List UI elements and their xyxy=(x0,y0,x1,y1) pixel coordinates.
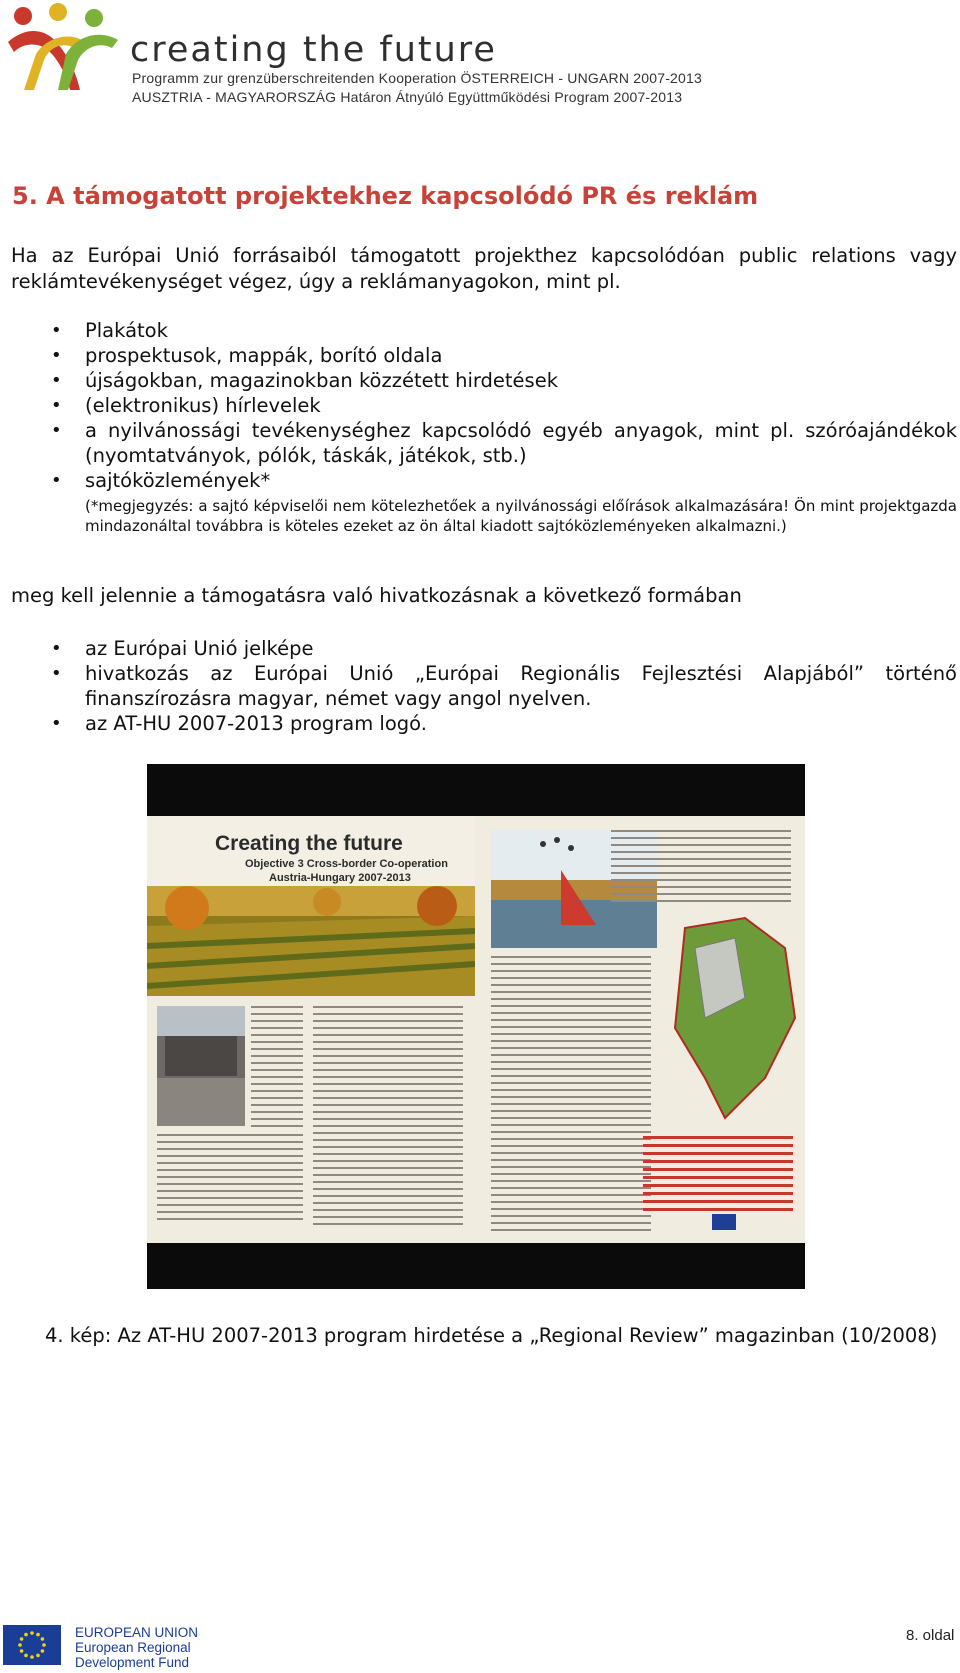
palace-photo xyxy=(157,1006,245,1126)
ad-text-column xyxy=(611,830,791,907)
advertisement-image xyxy=(147,764,805,1289)
bullet-icon: • xyxy=(51,320,62,341)
figure-caption: 4. kép: Az AT-HU 2007-2013 program hirdetése a „Regional Review” magazinban (10/2008) xyxy=(45,1324,938,1347)
bullet-icon: • xyxy=(51,663,62,684)
list-item: • a nyilvánossági tevékenységhez kapcsolódó egyéb anyagok, mint pl. szóróajándékok (nyomtatványok, pólók, táskák, játékok, stb.) xyxy=(51,419,957,467)
ad-subtitle: Austria-Hungary 2007-2013 xyxy=(269,872,411,884)
list-item: • Plakátok xyxy=(51,319,168,342)
ad-text-column xyxy=(491,956,651,1236)
ad-text-column xyxy=(313,1006,463,1230)
ad-text-column xyxy=(157,1134,303,1225)
eu-flag-icon xyxy=(3,1625,61,1665)
erdf-label: European Regional xyxy=(75,1640,191,1655)
eu-label: EUROPEAN UNION xyxy=(75,1625,199,1640)
bullet-icon: • xyxy=(51,420,62,441)
ad-subtitle: Objective 3 Cross-border Co-operation xyxy=(245,858,448,870)
bullet-icon: • xyxy=(51,713,62,734)
advertisement-page xyxy=(147,816,805,1243)
bullet-icon: • xyxy=(51,395,62,416)
bullet-icon: • xyxy=(51,345,62,366)
pr-materials-list xyxy=(11,318,957,536)
list-item: • az AT-HU 2007-2013 program logó. xyxy=(51,712,427,735)
logo-subtitle-de: Programm zur grenzüberschreitenden Kooperation ÖSTERREICH - UNGARN 2007-2013 xyxy=(132,70,702,86)
erdf-label: Development Fund xyxy=(75,1655,190,1670)
list-item: • az Európai Unió jelképe xyxy=(51,637,314,660)
bullet-icon: • xyxy=(51,470,62,491)
section-title: 5. A támogatott projektekhez kapcsolódó PR és reklám xyxy=(12,182,759,210)
list-item: • hivatkozás az Európai Unió „Európai Regionális Fejlesztési Alapjából” történő finanszírozásra magyar, német vagy angol nyelven. xyxy=(51,662,957,710)
list-item: • sajtóközlemények* (*megjegyzés: a sajtó képviselői nem kötelezhetőek a nyilvánossági előírások alkalmazására! Ön mint projektgazda mindazonáltal továbbra is köteles ezeket az ön által kiadott sajtóközleményeken alkalmazni.) xyxy=(51,469,957,535)
logo-title: creating the future xyxy=(130,30,497,70)
list-item: • prospektusok, mappák, borító oldala xyxy=(51,344,443,367)
ad-title: Creating the future xyxy=(215,832,403,855)
eu-flag-icon xyxy=(712,1214,736,1230)
requirements-list xyxy=(11,636,957,736)
ad-contact-block xyxy=(643,1136,793,1216)
list-item: • újságokban, magazinokban közzétett hirdetések xyxy=(51,369,559,392)
program-logo-icon xyxy=(6,2,122,94)
region-map xyxy=(665,908,805,1128)
bullet-icon: • xyxy=(51,638,62,659)
page-number: 8. oldal xyxy=(906,1627,955,1644)
ad-text-column xyxy=(251,1006,303,1132)
press-release-note: (*megjegyzés: a sajtó képviselői nem kötelezhetőek a nyilvánossági előírások alkalmazására! Ön mint projektgazda mindazonáltal továbbra is köteles ezeket az ön által kiadott sajtóközleményeken alkalmazni.) xyxy=(85,497,957,535)
list-item: • (elektronikus) hírlevelek xyxy=(51,394,321,417)
bullet-icon: • xyxy=(51,370,62,391)
intro-paragraph: Ha az Európai Unió forrásaiból támogatott projekthez kapcsolódóan public relations vagy reklámtevékenységet végez, úgy a reklámanyagokon, mint pl. xyxy=(11,244,957,293)
requirement-sentence: meg kell jelennie a támogatásra való hivatkozásnak a következő formában xyxy=(11,584,742,607)
logo-subtitle-hu: AUSZTRIA - MAGYARORSZÁG Határon Átnyúló Együttműködési Program 2007-2013 xyxy=(132,89,683,105)
